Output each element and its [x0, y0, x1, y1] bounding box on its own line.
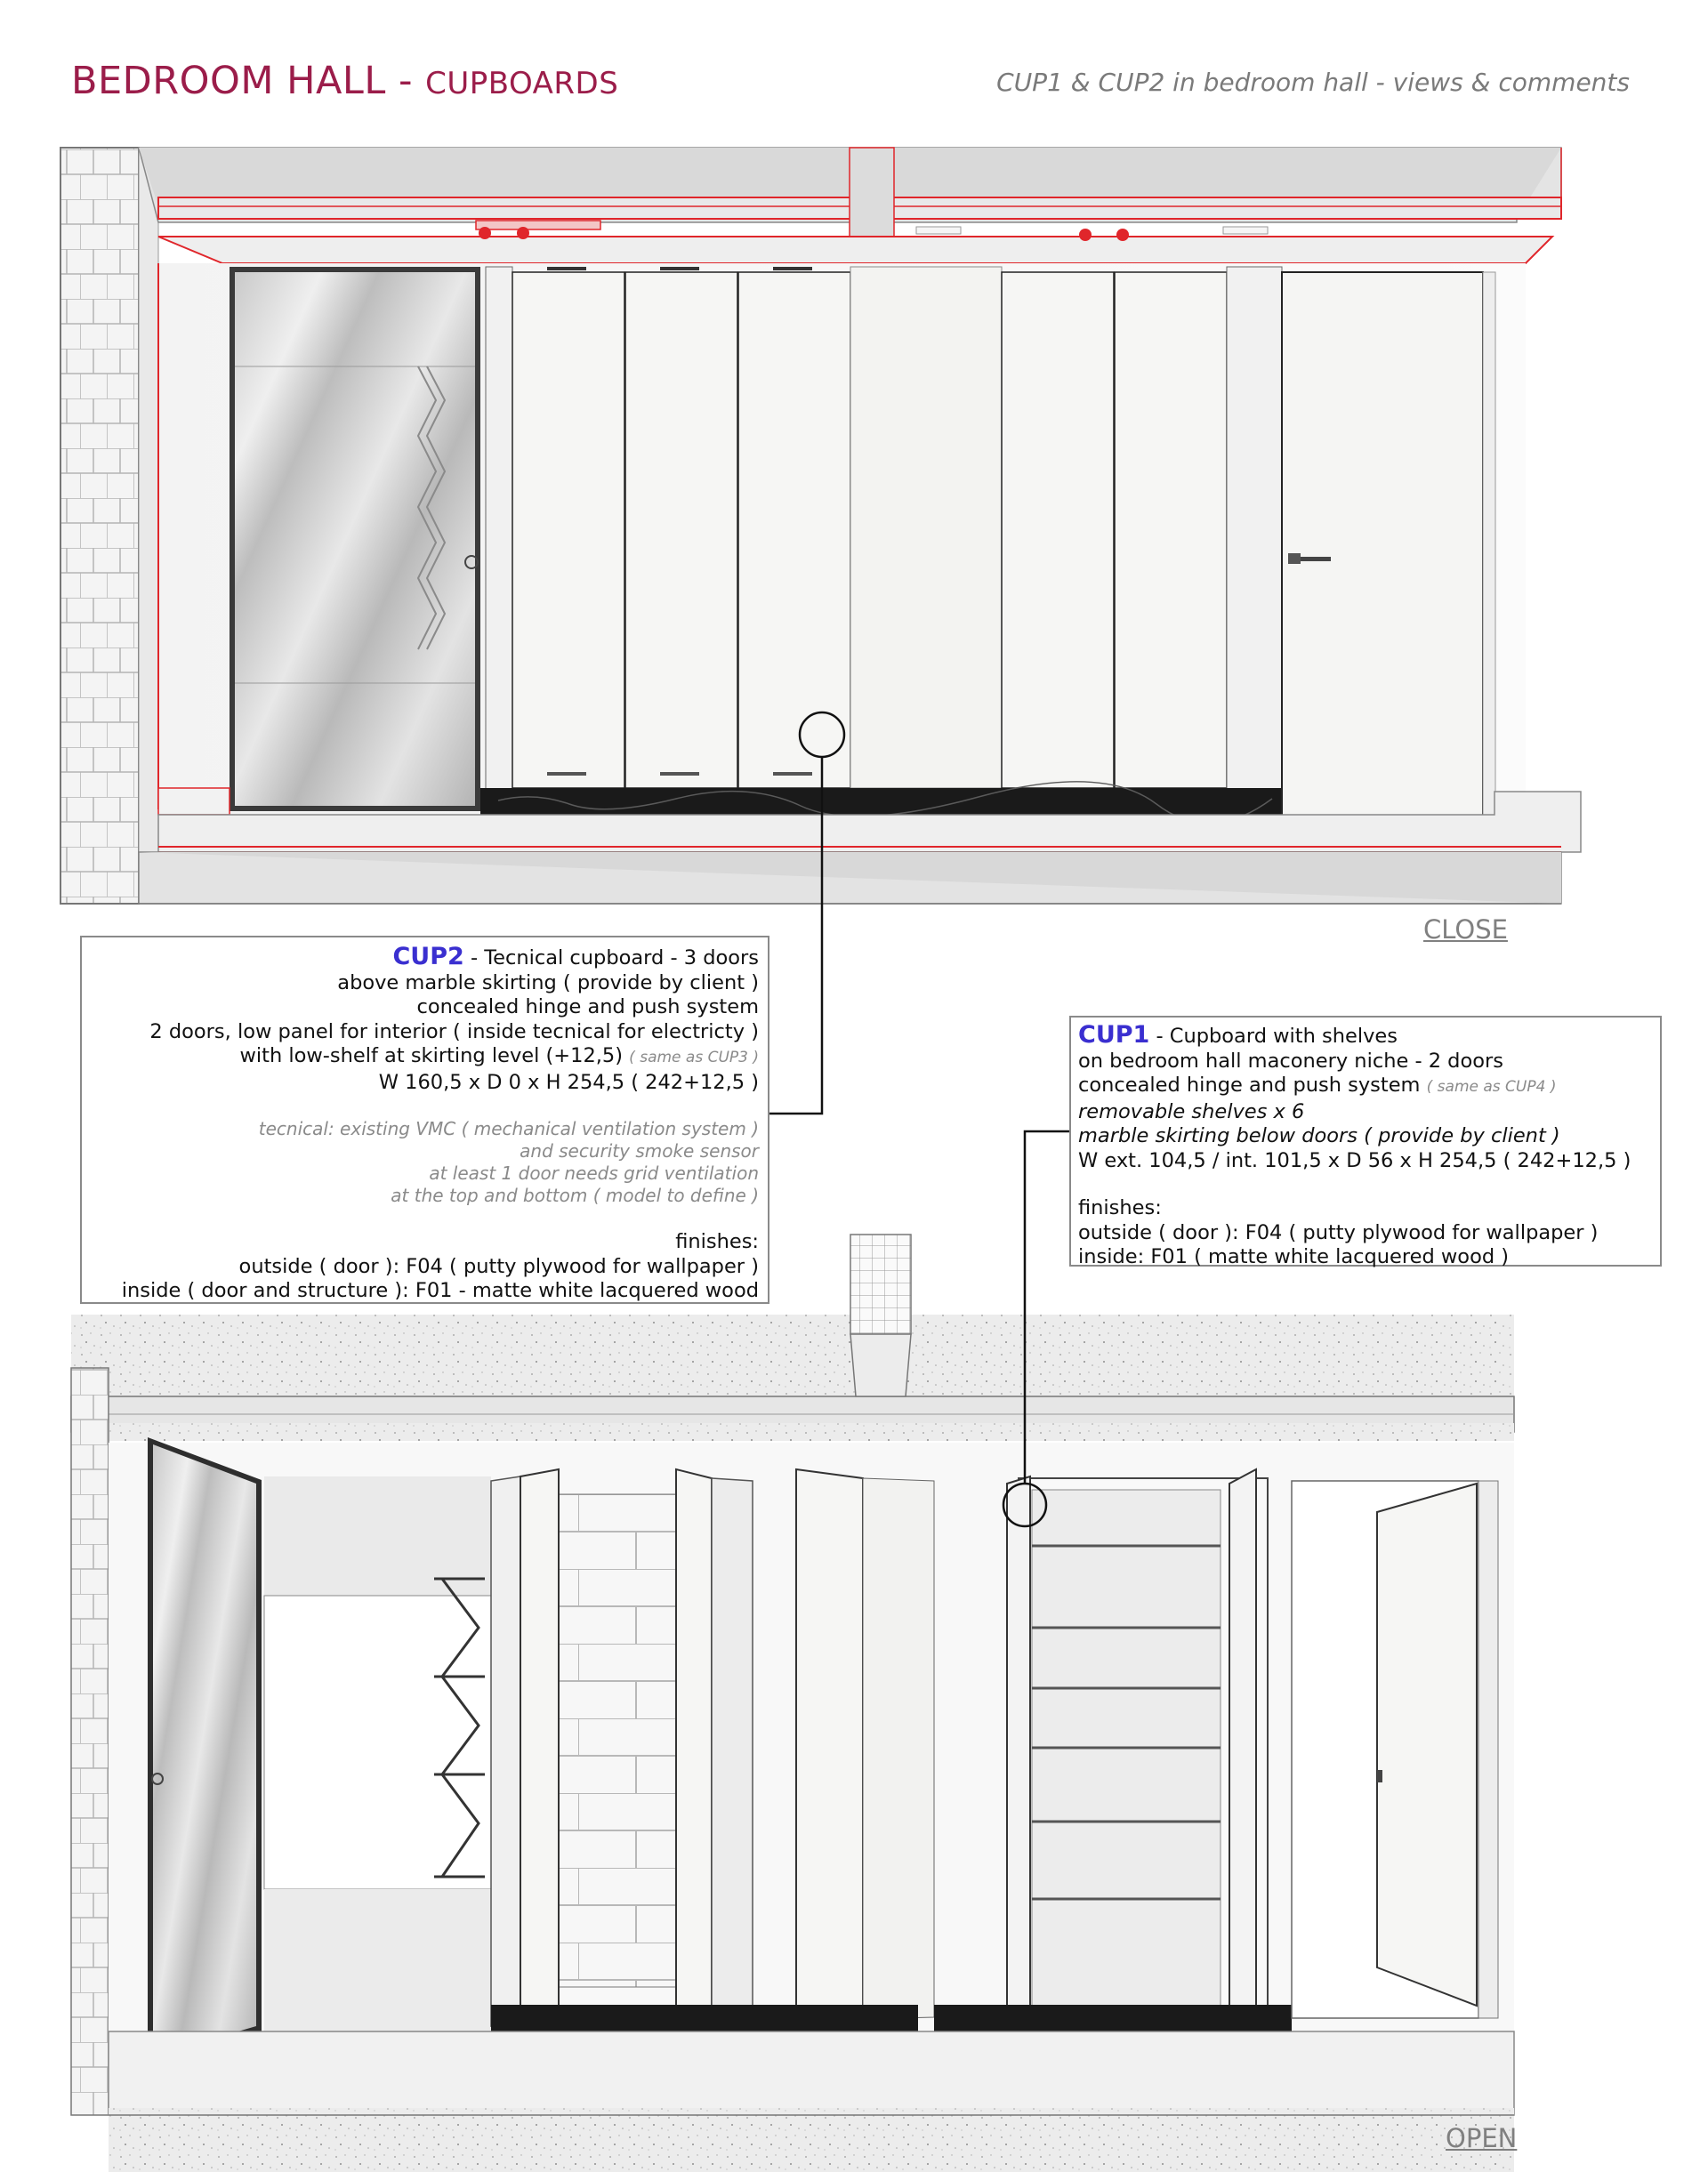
cup2-tech-note: at least 1 door needs grid ventilation [429, 1162, 759, 1184]
cup2-note [80, 936, 769, 1304]
cup1-title: - Cupboard with shelves [1149, 1025, 1398, 1048]
cup1-niche-line: on bedroom hall maconery niche - 2 doors [1078, 1049, 1503, 1073]
cup1-hinge-aside: ( same as CUP4 ) [1426, 1078, 1557, 1096]
title-main: BEDROOM HALL - [71, 59, 426, 103]
cup2-line: concealed hinge and push system [416, 995, 759, 1018]
cup2-finish-outside: outside ( door ): F04 ( putty plywood for wallpaper ) [238, 1254, 759, 1278]
cup2-dimensions: W 160,5 x D 0 x H 254,5 ( 242+12,5 ) [378, 1070, 759, 1094]
cup2-heading [91, 945, 759, 971]
open-view-label: OPEN [1446, 2123, 1518, 2153]
cup1-code: CUP1 [1078, 1021, 1150, 1049]
close-view-label: CLOSE [1423, 914, 1508, 945]
cup2-shelf-text: with low-shelf at skirting level (+12,5) [239, 1044, 630, 1067]
cup2-shelf-line [91, 1044, 759, 1071]
cup1-hinge-line [1078, 1074, 1653, 1100]
cup2-line: 2 doors, low panel for interior ( inside tecnical for electricty ) [149, 1019, 759, 1043]
cup1-italic-line: marble skirting below doors ( provide by client ) [1078, 1124, 1560, 1147]
cup2-title: - Tecnical cupboard - 3 doors [463, 946, 759, 969]
cup1-finish-inside: inside: F01 ( matte white lacquered wood ) [1078, 1245, 1510, 1268]
cup1-dimensions: W ext. 104,5 / int. 101,5 x D 56 x H 254,5 ( 242+12,5 ) [1078, 1148, 1631, 1172]
cup2-shelf-aside: ( same as CUP3 ) [629, 1049, 759, 1066]
cup1-note [1069, 1016, 1662, 1267]
cup1-heading [1078, 1023, 1653, 1050]
cup2-tech-note: and security smoke sensor [520, 1140, 759, 1162]
cup2-finish-inside: inside ( door and structure ): F01 - matte white lacquered wood [121, 1279, 759, 1302]
cup1-hinge-text: concealed hinge and push system [1078, 1074, 1427, 1097]
cup2-finishes-label: finishes: [675, 1230, 759, 1253]
cup1-finishes-label: finishes: [1078, 1196, 1162, 1219]
cup2-tech-note: at the top and bottom ( model to define ) [391, 1185, 759, 1206]
cup2-line: above marble skirting ( provide by client ) [337, 970, 759, 994]
title-small: CUPBOARDS [425, 66, 619, 101]
page-subtitle: CUP1 & CUP2 in bedroom hall - views & comments [996, 68, 1630, 97]
cup1-finish-outside: outside ( door ): F04 ( putty plywood for wallpaper ) [1078, 1220, 1599, 1244]
cup2-tech-note: tecnical: existing VMC ( mechanical ventilation system ) [258, 1118, 759, 1139]
cup2-code: CUP2 [392, 943, 464, 970]
cup1-italic-line: removable shelves x 6 [1078, 1099, 1305, 1123]
